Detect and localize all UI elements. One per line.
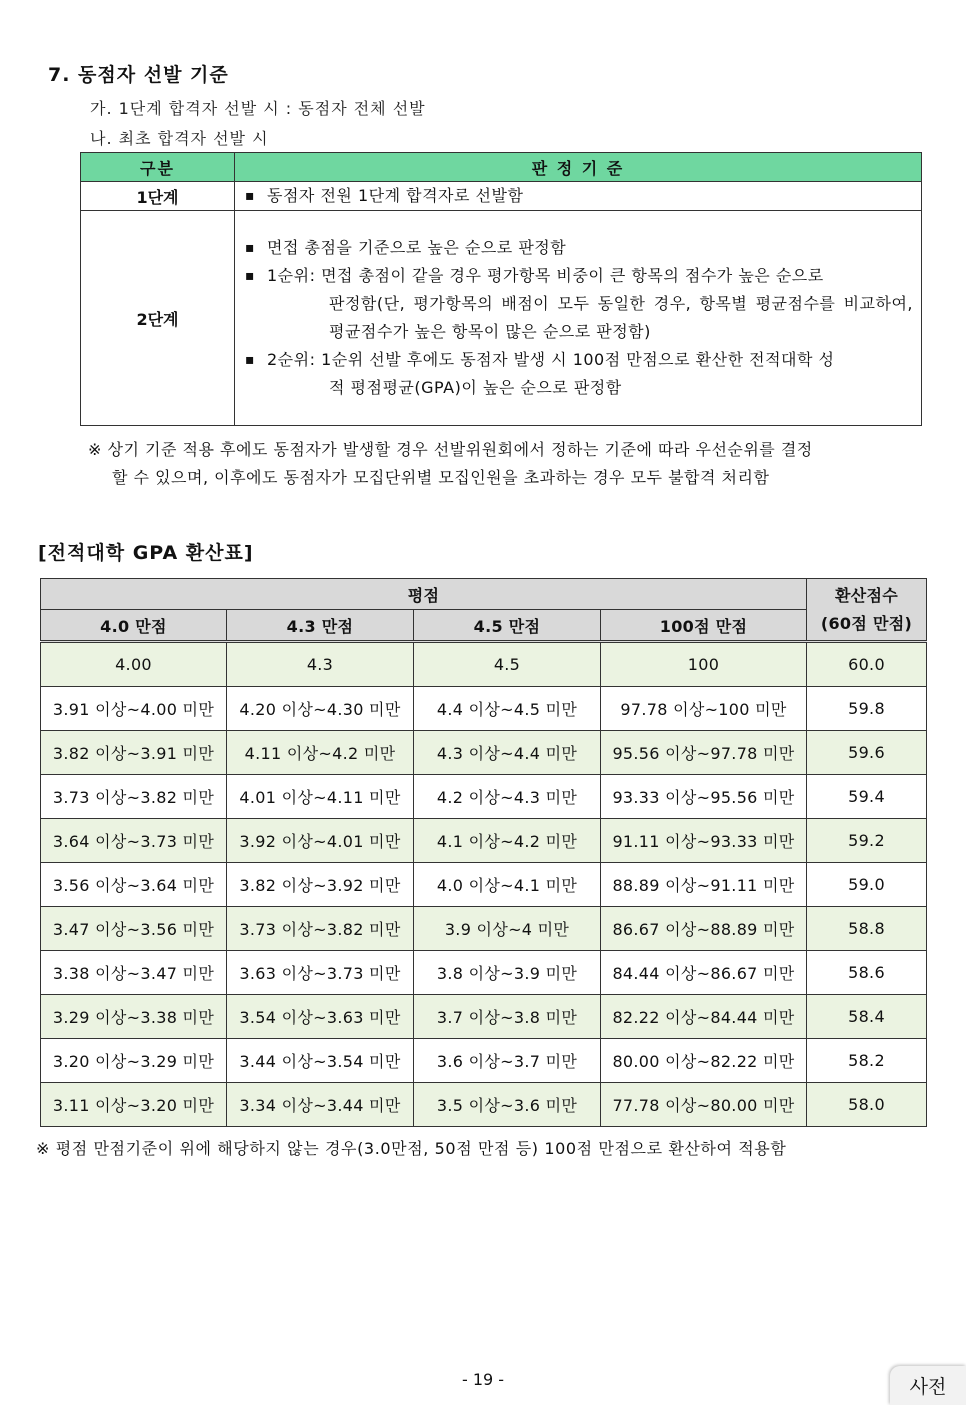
table-cell: 60.0 <box>807 642 927 687</box>
stage2-item3 <box>245 346 913 402</box>
table-row <box>41 951 927 995</box>
table-cell: 58.6 <box>807 951 927 995</box>
table-row <box>41 863 927 907</box>
stage2-item1: ▪ 면접 총점을 기준으로 높은 순으로 판정함 <box>245 234 913 262</box>
table-cell: 95.56 이상~97.78 미만 <box>601 731 807 775</box>
table-cell: 58.8 <box>807 907 927 951</box>
table-cell: 4.3 이상~4.4 미만 <box>414 731 601 775</box>
stage2-item2 <box>245 262 913 346</box>
header-stage: 구분 <box>81 153 235 182</box>
table-cell: 4.20 이상~4.30 미만 <box>227 687 414 731</box>
table-row <box>41 1039 927 1083</box>
table-cell: 4.1 이상~4.2 미만 <box>414 819 601 863</box>
table-cell: 3.82 이상~3.91 미만 <box>41 731 227 775</box>
gpa-title: [전적대학 GPA 환산표] <box>38 542 254 564</box>
table-row <box>41 775 927 819</box>
table-cell: 82.22 이상~84.44 미만 <box>601 995 807 1039</box>
stage2-item2-prefix: 1순위: 면접 총점이 같을 경우 평가항목 비중이 큰 항목의 점수가 높은 순으로 <box>267 266 824 285</box>
gpa-note: ※ 평점 만점기준이 위에 해당하지 않는 경우(3.0만점, 50점 만점 등) 100점 만점으로 환산하여 적용함 <box>36 1139 787 1158</box>
stage2-item3-cont: 적 평점평균(GPA)이 높은 순으로 판정함 <box>329 378 622 397</box>
table-cell: 77.78 이상~80.00 미만 <box>601 1083 807 1127</box>
stage2-row <box>81 211 922 426</box>
stage1-row <box>81 182 922 211</box>
table-cell: 3.8 이상~3.9 미만 <box>414 951 601 995</box>
table-cell: 91.11 이상~93.33 미만 <box>601 819 807 863</box>
table-cell: 3.34 이상~3.44 미만 <box>227 1083 414 1127</box>
table-cell: 3.9 이상~4 미만 <box>414 907 601 951</box>
subsection-b: 나. 최초 합격자 선발 시 <box>90 129 269 148</box>
table-cell: 3.64 이상~3.73 미만 <box>41 819 227 863</box>
stage1-item: ▪ 동점자 전원 1단계 합격자로 선발함 <box>245 182 913 210</box>
tie-note-line1: ※ 상기 기준 적용 후에도 동점자가 발생할 경우 선발위원회에서 정하는 기준에 따라 우선순위를 결정 <box>88 440 813 459</box>
table-row <box>41 687 927 731</box>
table-cell: 59.0 <box>807 863 927 907</box>
table-cell: 93.33 이상~95.56 미만 <box>601 775 807 819</box>
table-cell: 59.2 <box>807 819 927 863</box>
table-cell: 4.4 이상~4.5 미만 <box>414 687 601 731</box>
tie-break-table <box>80 152 922 426</box>
table-cell: 4.00 <box>41 642 227 687</box>
table-cell: 3.47 이상~3.56 미만 <box>41 907 227 951</box>
header-col-43: 4.3 만점 <box>227 610 414 642</box>
header-gpa-group: 평점 <box>41 579 807 610</box>
table-cell: 3.6 이상~3.7 미만 <box>414 1039 601 1083</box>
stage1-label: 1단계 <box>81 182 235 211</box>
table-cell: 58.4 <box>807 995 927 1039</box>
table-cell: 59.4 <box>807 775 927 819</box>
table-cell: 3.7 이상~3.8 미만 <box>414 995 601 1039</box>
table-cell: 4.2 이상~4.3 미만 <box>414 775 601 819</box>
header-col-45: 4.5 만점 <box>414 610 601 642</box>
table-cell: 84.44 이상~86.67 미만 <box>601 951 807 995</box>
table-cell: 3.5 이상~3.6 미만 <box>414 1083 601 1127</box>
stage1-criteria <box>235 182 922 211</box>
table-cell: 59.6 <box>807 731 927 775</box>
header-col-100: 100점 만점 <box>601 610 807 642</box>
table-cell: 4.01 이상~4.11 미만 <box>227 775 414 819</box>
table-row <box>41 642 927 687</box>
table-cell: 4.5 <box>414 642 601 687</box>
table-cell: 86.67 이상~88.89 미만 <box>601 907 807 951</box>
stage2-item2-cont: 판정함(단, 평가항목의 배점이 모두 동일한 경우, 항목별 평균점수를 비교하여, 평균점수가 높은 항목이 많은 순으로 판정함) <box>329 294 913 341</box>
tie-table-header <box>81 153 922 182</box>
gpa-table <box>40 578 927 1127</box>
section-title: 7. 동점자 선발 기준 <box>48 64 229 86</box>
table-cell: 4.0 이상~4.1 미만 <box>414 863 601 907</box>
table-row <box>41 1083 927 1127</box>
table-cell: 3.38 이상~3.47 미만 <box>41 951 227 995</box>
table-cell: 88.89 이상~91.11 미만 <box>601 863 807 907</box>
table-cell: 4.11 이상~4.2 미만 <box>227 731 414 775</box>
table-cell: 3.44 이상~3.54 미만 <box>227 1039 414 1083</box>
stage2-item3-prefix: 2순위: 1순위 선발 후에도 동점자 발생 시 100점 만점으로 환산한 전적대학 성 <box>267 350 835 369</box>
table-cell: 97.78 이상~100 미만 <box>601 687 807 731</box>
table-row <box>41 907 927 951</box>
table-cell: 3.11 이상~3.20 미만 <box>41 1083 227 1127</box>
table-cell: 3.73 이상~3.82 미만 <box>227 907 414 951</box>
table-cell: 3.92 이상~4.01 미만 <box>227 819 414 863</box>
tie-note-line2: 할 수 있으며, 이후에도 동점자가 모집단위별 모집인원을 초과하는 경우 모두 불합격 처리함 <box>112 468 770 487</box>
table-cell: 58.0 <box>807 1083 927 1127</box>
table-cell: 3.91 이상~4.00 미만 <box>41 687 227 731</box>
table-cell: 3.82 이상~3.92 미만 <box>227 863 414 907</box>
subsection-a: 가. 1단계 합격자 선발 시 : 동점자 전체 선발 <box>90 99 426 118</box>
header-col-40: 4.0 만점 <box>41 610 227 642</box>
table-cell: 3.73 이상~3.82 미만 <box>41 775 227 819</box>
dictionary-button[interactable]: 사전 <box>890 1366 966 1405</box>
stage2-criteria <box>235 211 922 426</box>
header-criteria: 판 정 기 준 <box>235 153 922 182</box>
gpa-table-body <box>41 642 927 1127</box>
table-row <box>41 819 927 863</box>
table-cell: 58.2 <box>807 1039 927 1083</box>
page-number: - 19 - <box>461 1370 505 1389</box>
table-cell: 4.3 <box>227 642 414 687</box>
header-converted-sub: (60점 만점) <box>820 613 913 633</box>
table-cell: 100 <box>601 642 807 687</box>
table-cell: 3.20 이상~3.29 미만 <box>41 1039 227 1083</box>
tie-note <box>88 436 910 492</box>
table-cell: 3.29 이상~3.38 미만 <box>41 995 227 1039</box>
table-cell: 80.00 이상~82.22 미만 <box>601 1039 807 1083</box>
table-cell: 59.8 <box>807 687 927 731</box>
stage2-label: 2단계 <box>81 211 235 426</box>
table-cell: 3.63 이상~3.73 미만 <box>227 951 414 995</box>
table-cell: 3.56 이상~3.64 미만 <box>41 863 227 907</box>
header-converted-label: 환산점수 <box>835 585 899 605</box>
table-cell: 3.54 이상~3.63 미만 <box>227 995 414 1039</box>
table-row <box>41 995 927 1039</box>
header-converted <box>807 579 927 642</box>
table-row <box>41 731 927 775</box>
